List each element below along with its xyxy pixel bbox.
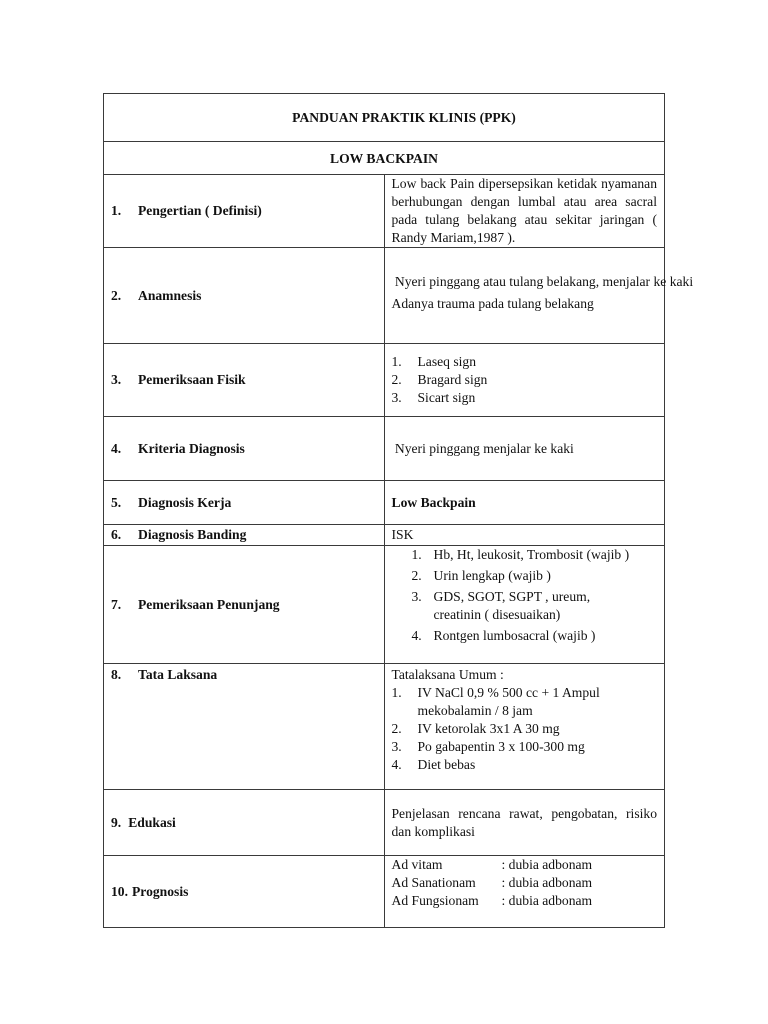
ppk-table [103, 93, 694, 928]
row-label-text: Edukasi [128, 814, 176, 830]
title-row [104, 94, 665, 142]
list-number: 2. [391, 372, 402, 387]
row-label-text: Pengertian ( Definisi) [138, 203, 262, 218]
list-text: Diet bebas [417, 757, 476, 772]
row-label [104, 417, 385, 481]
list-number: 2. [391, 721, 402, 736]
row-label [104, 790, 385, 856]
prognosis-key: Ad Fungsionam [391, 893, 479, 908]
row-label [104, 525, 385, 546]
row-label-text: Pemeriksaan Penunjang [138, 596, 280, 612]
prognosis-line [392, 856, 658, 874]
row-value: Penjelasan rencana rawat, pengobatan, risiko dan komplikasi [384, 790, 665, 856]
text-line: Adanya trauma pada tulang belakang [391, 295, 594, 311]
row-pengertian [104, 175, 665, 248]
row-value [384, 344, 665, 417]
row-number: 5. [111, 494, 122, 510]
numbered-list [392, 684, 658, 774]
row-prognosis [104, 856, 665, 928]
numbered-list [392, 546, 658, 645]
list-text: Hb, Ht, leukosit, Trombosit (wajib ) [433, 547, 630, 562]
row-number: 9. [111, 814, 122, 830]
row-value [384, 546, 665, 664]
row-number: 8. [111, 667, 122, 682]
list-item [392, 588, 658, 624]
list-number: 3. [391, 390, 402, 405]
row-value [384, 664, 665, 790]
row-label [104, 175, 385, 248]
list-item [392, 738, 658, 756]
row-label [104, 546, 385, 664]
list-item [392, 684, 658, 720]
row-number: 4. [111, 440, 122, 456]
subtitle-row [104, 142, 665, 175]
row-value [384, 248, 694, 344]
prognosis-line [392, 874, 658, 892]
list-number: 1. [391, 685, 402, 700]
row-number: 1. [111, 203, 122, 218]
row-label [104, 344, 385, 417]
list-item [392, 389, 658, 407]
prognosis-value: : dubia adbonam [501, 875, 593, 890]
row-diagnosis-kerja [104, 481, 665, 525]
row-value: Nyeri pinggang menjalar ke kaki [384, 417, 665, 481]
row-label [104, 248, 385, 344]
row-edukasi [104, 790, 665, 856]
row-number: 3. [111, 372, 122, 387]
list-number: 2. [411, 568, 422, 583]
numbered-list [392, 353, 658, 407]
list-number: 1. [411, 547, 422, 562]
row-value: ISK [384, 525, 665, 546]
prognosis-key: Ad vitam [391, 857, 443, 872]
list-text: Urin lengkap (wajib ) [433, 568, 551, 583]
row-number: 2. [111, 287, 122, 303]
row-pemeriksaan-penunjang [104, 546, 665, 664]
list-item [392, 756, 658, 774]
list-text: Bragard sign [417, 372, 488, 387]
row-label [104, 481, 385, 525]
text-line: Nyeri pinggang atau tulang belakang, menjalar ke kaki [391, 273, 694, 289]
row-label [104, 856, 385, 928]
list-number: 3. [391, 739, 402, 754]
row-pemeriksaan-fisik [104, 344, 665, 417]
row-label-text: Prognosis [132, 883, 189, 899]
row-tata-laksana [104, 664, 665, 790]
ppk-document [103, 93, 694, 928]
row-value: Low Backpain [384, 481, 665, 525]
list-text: GDS, SGOT, SGPT , ureum, creatinin ( disesuaikan) [433, 589, 591, 622]
list-item [392, 371, 658, 389]
list-intro: Tatalaksana Umum : [391, 667, 504, 682]
list-text: IV ketorolak 3x1 A 30 mg [417, 721, 560, 736]
row-value [384, 856, 665, 928]
row-anamnesis [104, 248, 665, 344]
list-text: Laseq sign [417, 354, 477, 369]
list-number: 4. [411, 628, 422, 643]
row-label-text: Diagnosis Kerja [138, 494, 232, 510]
list-text: IV NaCl 0,9 % 500 cc + 1 Ampul mekobalamin / 8 jam [417, 685, 600, 718]
list-text: Po gabapentin 3 x 100-300 mg [417, 739, 585, 754]
row-diagnosis-banding [104, 525, 665, 546]
document-title: PANDUAN PRAKTIK KLINIS (PPK) [104, 94, 665, 142]
list-text: Rontgen lumbosacral (wajib ) [433, 628, 596, 643]
row-label-text: Anamnesis [138, 287, 202, 303]
list-number: 4. [391, 757, 402, 772]
row-number: 7. [111, 596, 122, 612]
list-text: Sicart sign [417, 390, 476, 405]
row-label-text: Tata Laksana [138, 667, 218, 682]
row-number: 10. [111, 883, 128, 899]
row-value: Low back Pain dipersepsikan ketidak nyamanan berhubungan dengan lumbal atau area sacral pada tulang belakang atau sekitar jaringan ( Randy Mariam,1987 ). [384, 175, 665, 248]
list-item [392, 567, 658, 585]
row-kriteria-diagnosis [104, 417, 665, 481]
prognosis-value: : dubia adbonam [501, 893, 593, 908]
list-item [392, 353, 658, 371]
row-label-text: Diagnosis Banding [138, 527, 247, 542]
document-subtitle: LOW BACKPAIN [104, 142, 665, 175]
row-label [104, 664, 385, 790]
list-item [392, 627, 658, 645]
row-label-text: Pemeriksaan Fisik [138, 372, 246, 387]
list-number: 3. [411, 589, 422, 604]
list-item [392, 546, 658, 564]
list-number: 1. [391, 354, 402, 369]
row-label-text: Kriteria Diagnosis [138, 440, 245, 456]
prognosis-key: Ad Sanationam [391, 875, 476, 890]
prognosis-line [392, 892, 658, 910]
row-number: 6. [111, 527, 122, 542]
prognosis-value: : dubia adbonam [501, 857, 593, 872]
list-item [392, 720, 658, 738]
